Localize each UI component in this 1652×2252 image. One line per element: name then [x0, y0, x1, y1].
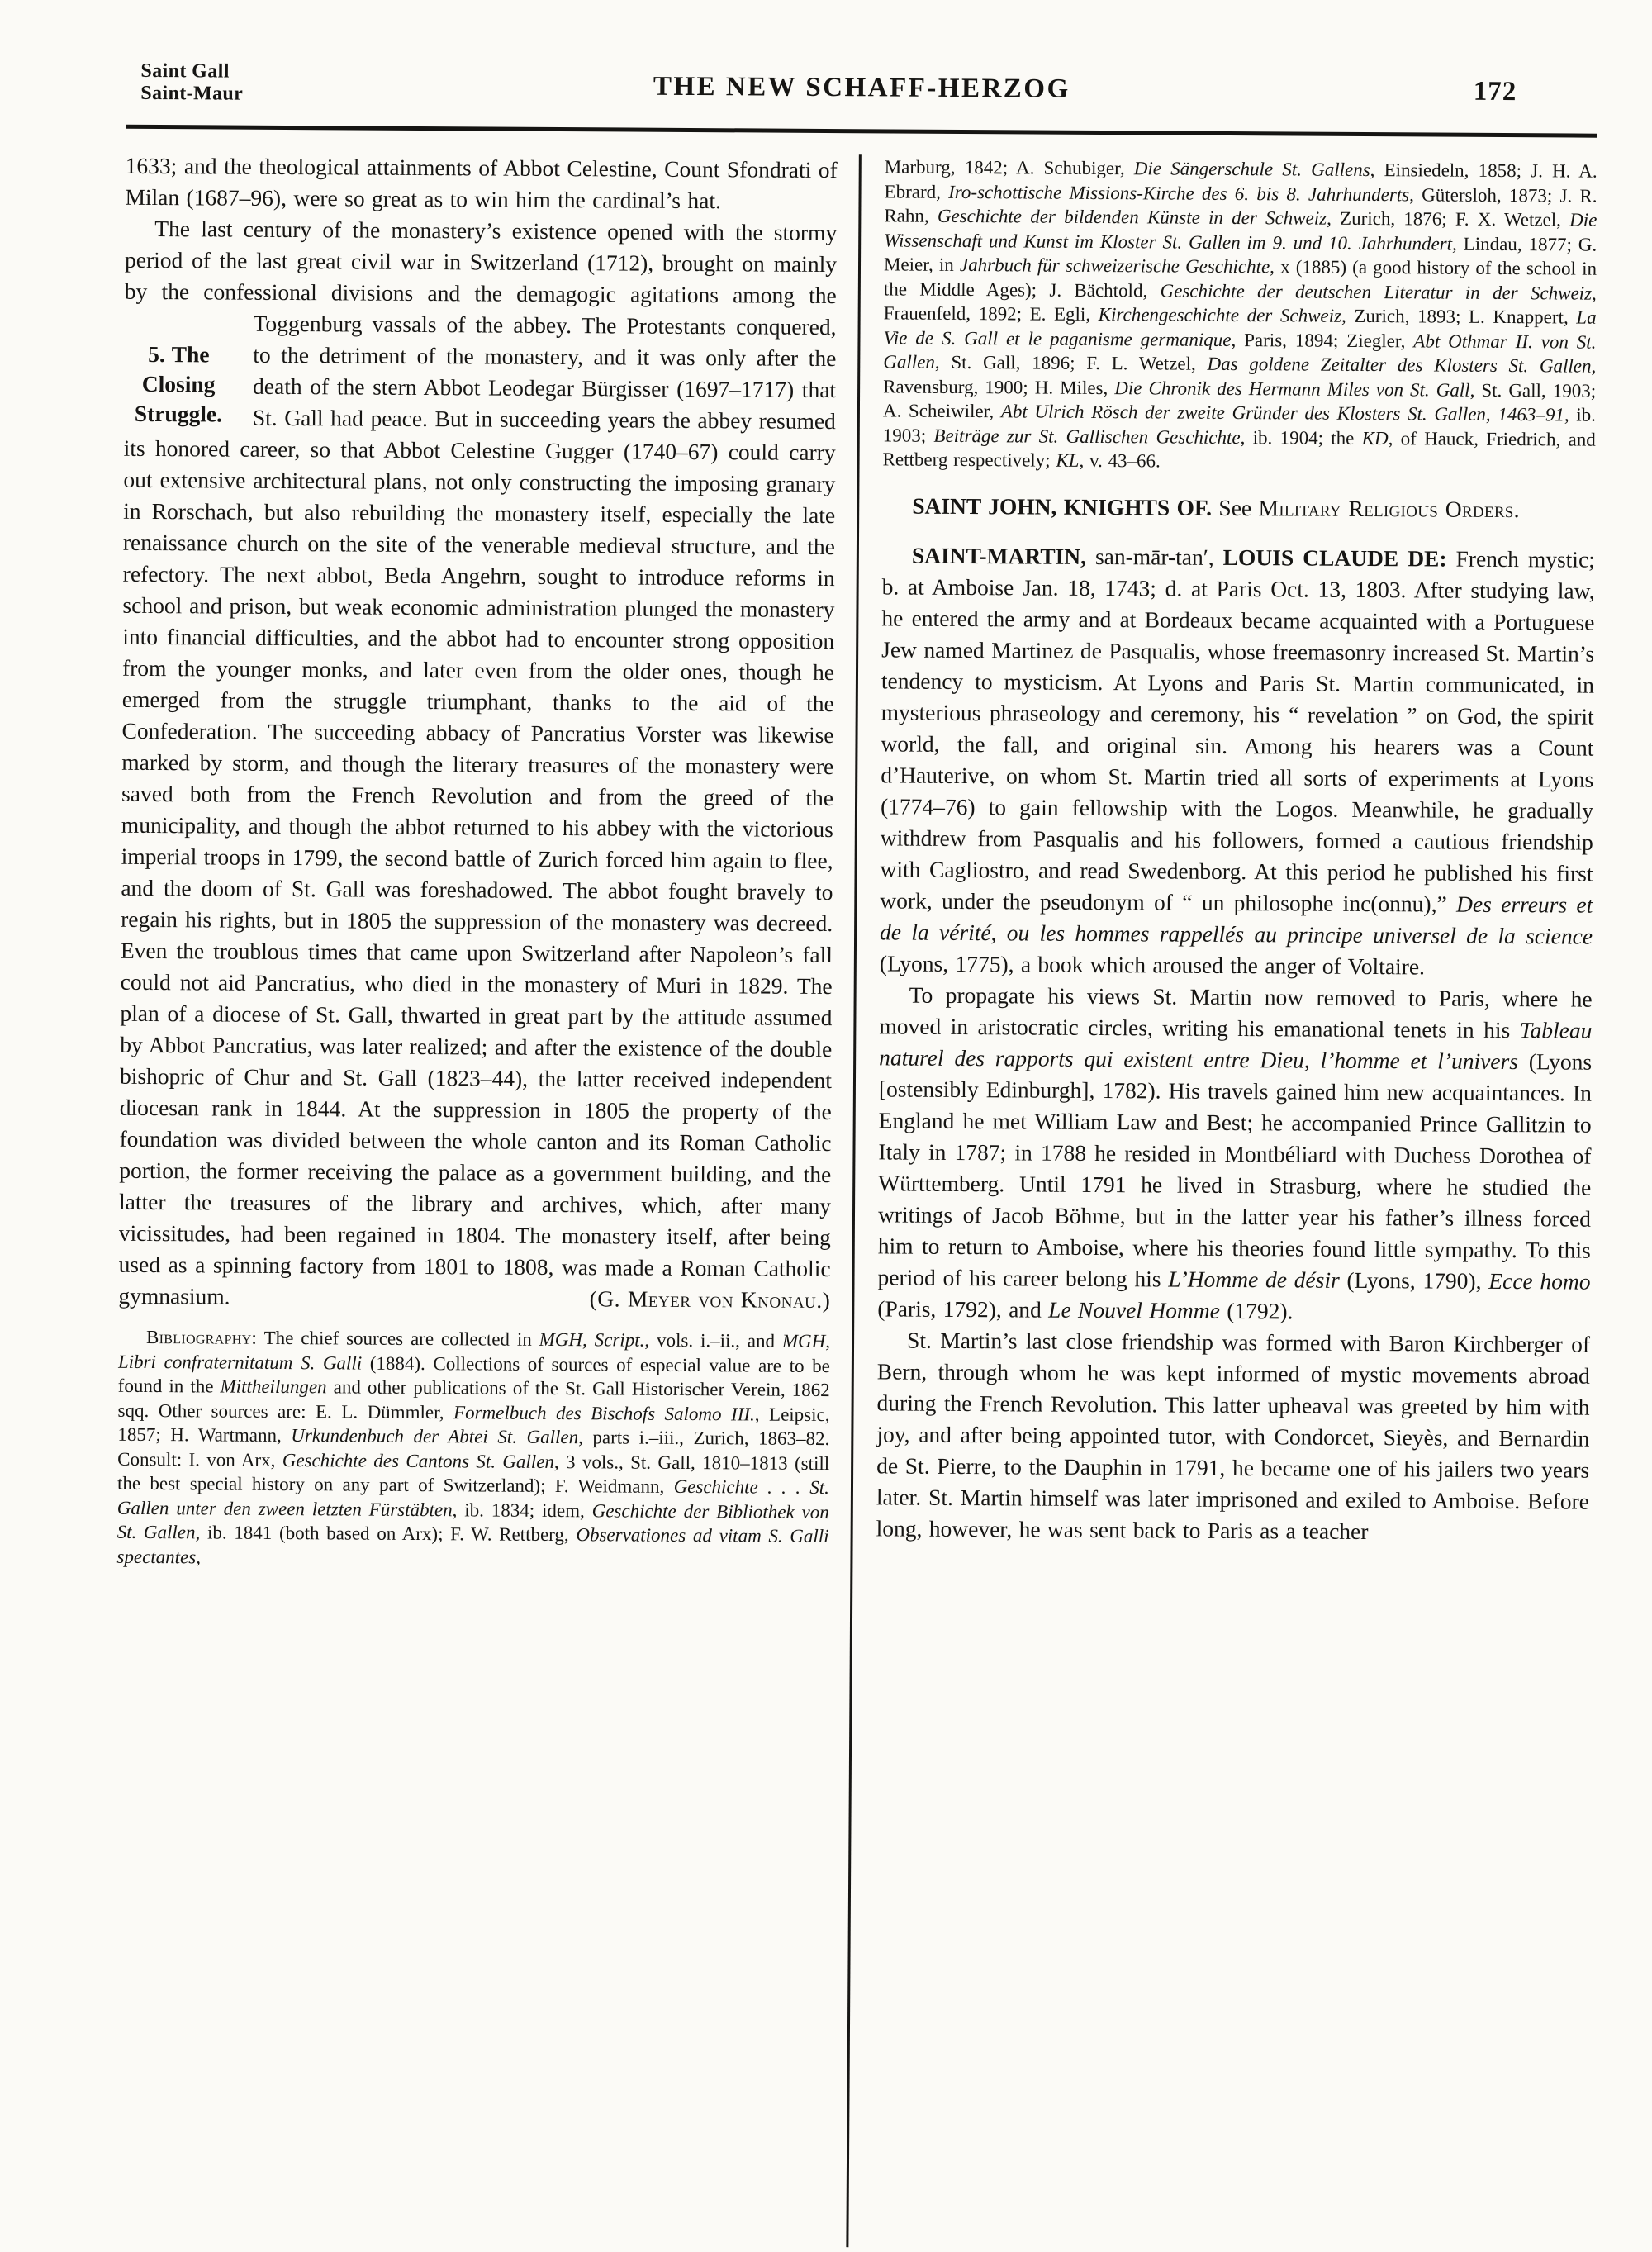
text-run: abbey. The Protestants conquered, to the detriment of the monastery, and it was only after the death of the stern Abbot Leodegar Bürgisser (1697–1717) that St. Gall had peace. But in succeeding years the abbey resumed its honored career, so that Abbot Celestine Gugger (1740–67) could carry out extensive architectural plans, not only constructing the imposing granary in Rorschach, but also rebuilding the monastery itself, especially the late renaissance church on the site of the venerable medieval structure, and the refectory. The next abbot, Beda Angehrn, sought to introduce reforms in school and prison, but weak economic administration plunged the monastery into financial difficulties, and the abbot had to encounter strong opposition from the younger monks, and later even from the older ones, though he emerged from the struggle triumphant, thanks to the aid of the Confederation. The succeeding abbacy of Pancratius Vorster was likewise marked by storm, and though the literary treasures of the monastery were saved both from the French Revolution and from the greed of the municipality, and though the abbot returned to his abbey with the victorious imperial troops in 1799, the second battle of Zurich forced him again to flee, and the doom of St. Gall was foreshadowed. The abbot fought bravely to regain his rights, but in 1805 the suppression of the monastery was decreed. Even the troublous times that came upon Switzerland after Napoleon’s fall could not aid Pancratius, who died in the monastery of Muri in 1829. The plan of a diocese of St. Gall, thwarted in great part by the attitude assumed by Abbot Pancratius, was later realized; and after the existence of the double bishopric of Chur and St. Gall (1823–44), the latter received independent diocesan rank in 1844. At the suppression in 1805 the property of the foundation was divided between the whole canton and its Roman Catholic portion, the former receiving the palace as a government building, and the latter the treasures of the library and archives, which, after many vicissitudes, had been regained in 1804. The monastery itself, after being used as a spinning factory from 1801 to 1808, was made a Roman Catholic gymnasium. [118, 311, 837, 1309]
text-run: Military Religious Orders. [1258, 494, 1520, 522]
text-run: Kirchengeschichte der Schweiz [1098, 304, 1342, 326]
text-run: Beiträge zur St. Gallischen Geschichte [933, 425, 1241, 448]
text-run: (1792). [1219, 1297, 1294, 1323]
text-run: French mystic; b. at Amboise Jan. 18, 1743; d. at Paris Oct. 13, 1803. After studying law, he entered the army and at Bordeaux became acquainted with a Portuguese Jew named Martinez de Pasqualis, whose freemasonry increased St. Martin’s tendency to mysticism. At Lyons and Paris St. Martin communicated, in mysterious phraseology and ceremony, his “ revelation ” on God, the spirit world, the fall, and original sin. Among his hearers was a Count d’Hauterive, on whom St. Martin tried all sorts of experiments at Lyons (1774–76) to gain fellowship with the Logos. Meanwhile, he gradually withdrew from Pasqualis and his followers, formed a cautious friendship with Cagliostro, and read Swedenborg. At this period he published his first work, under the pseudonym of “ un philosophe inc(onnu),” [880, 545, 1595, 917]
text-run: Geschichte der bildenden Künste in der Schweiz [937, 205, 1327, 229]
paragraph-closing-struggle [118, 213, 837, 1316]
text-run: 1633; and the theological attainments of Abbot Celestine, Count Sfondrati of Milan (1687–96), were so great as to win him the cardinal’s hat. [125, 152, 838, 214]
text-run: La Vie de S. Gall et le paganisme germanique [883, 306, 1597, 350]
text-columns [112, 129, 1597, 2252]
text-run: Geschichte der deutschen Literatur in der Schweiz [1160, 279, 1593, 304]
text-run: To propagate his views St. Martin now removed to Paris, where he moved in aristocratic circles, writing his emanational tenets in his [879, 981, 1593, 1043]
page-title: THE NEW SCHAFF-HERZOG [653, 71, 1070, 104]
text-run: (1884). Collections of sources of especial value are to be found in the [117, 1352, 830, 1397]
page-header [126, 57, 1597, 131]
text-run: Abt Othmar II. von St. Gallen [883, 330, 1597, 373]
paragraph-continuation [125, 150, 837, 217]
text-run: , ib. 1834; idem, [452, 1499, 592, 1521]
text-run: Tableau naturel des rapports qui existent entre Dieu, l’homme et l’univers [879, 1016, 1593, 1074]
text-run: , Gütersloh, 1873; J. R. Rahn, [884, 183, 1597, 226]
text-run: Jahrbuch für schweizerische Geschichte [959, 254, 1270, 278]
paragraph-saint-martin-3 [876, 1324, 1591, 1548]
text-run: and other publications of the St. Gall Historischer Verein, 1862 sqq. Other sources are: E. L. Dümmler, [117, 1376, 830, 1423]
text-run: , Frauenfeld, 1892; E. Egli, [883, 283, 1597, 325]
running-head-line1: Saint Gall [140, 59, 230, 83]
text-run: LOUIS CLAUDE DE: [1222, 544, 1447, 572]
text-run: SAINT JOHN, KNIGHTS OF. [912, 492, 1213, 520]
text-run: Urkundenbuch der Abtei St. Gallen [291, 1425, 579, 1448]
text-run: , x (1885) (a good history of the school in the Middle Ages); J. Bächtold, [883, 256, 1597, 301]
text-run: Geschichte . . . St. Gallen unter den zween letzten Fürstäbten [116, 1475, 830, 1520]
text-run: (Lyons, 1790), [1339, 1266, 1489, 1294]
text-run: Abt Ulrich Rösch der zweite Gründer des Klosters St. Gallen, 1463–91 [1000, 401, 1564, 425]
text-run: L’Homme de désir [1168, 1266, 1340, 1293]
text-run: Observationes ad vitam S. Galli spectantes, [116, 1524, 829, 1567]
text-run: , Paris, 1894; Ziegler, [1231, 329, 1414, 351]
bibliography-continuation-paragraph [882, 154, 1597, 476]
entry-saint-martin [880, 539, 1595, 983]
text-run: MGH, Script. [539, 1328, 645, 1351]
text-run: (Lyons, 1775), a book which aroused the anger of Voltaire. [879, 949, 1426, 979]
text-run: , Einsiedeln, 1858; J. H. A. Ebrard, [884, 159, 1597, 202]
text-run: , vols. i.–ii., and [644, 1329, 783, 1352]
text-run: Mittheilungen [220, 1375, 327, 1398]
text-run: (Paris, 1792), and [877, 1295, 1049, 1323]
text-run: Formelbuch des Bischofs Salomo III. [453, 1401, 755, 1424]
text-run: Die Wissenschaft und Kunst im Kloster St. Gallen im 9. und 10. Jahrhundert [884, 209, 1597, 254]
text-run: Marburg, 1842; A. Schubiger, [884, 156, 1134, 179]
text-run: Iro-schottische Missions-Kirche des 6. bis 8. Jahrhunderts [948, 181, 1410, 205]
text-run: , of Hauck, Friedrich, and Rettberg respectively; [882, 427, 1596, 471]
text-run: , Zurich, 1876; F. X. Wetzel, [1327, 207, 1570, 230]
paragraph-saint-martin-2 [877, 979, 1593, 1328]
right-column [848, 154, 1597, 2251]
text-run: , Lindau, 1877; G. Meier, in [883, 233, 1597, 275]
text-run: St. Martin’s last close friendship was formed with Baron Kirchberger of Bern, through whom he was kept informed of mystic movements abroad during the French Revolution. This latter upheaval was greeted by him with joy, and after being appointed tutor, with Condorcet, Sieyès, and Bernardin de St. Pierre, to the Dauphin in 1791, he became one of his jailers two years later. St. Martin himself was later imprisoned and exiled to Amboise. Before long, however, he was sent back to Paris as a teacher [876, 1327, 1591, 1544]
page-number: 172 [1473, 76, 1517, 107]
left-column [112, 150, 858, 2247]
text-run: Die Chronik des Hermann Miles von St. Gall [1114, 377, 1470, 401]
text-run: See [1212, 494, 1259, 520]
text-run: , Zurich, 1893; L. Knappert, [1341, 305, 1577, 328]
text-run: san-mār-tan′, [1085, 543, 1223, 570]
text-run: The last century of the monastery’s existence opened with the stormy period of the last great civil war in Switzerland (1712), brought on mainly by the confessional divisions and the demagogic agitations among the Toggenburg vassals of the [124, 216, 838, 338]
text-run: , St. Gall, 1903; A. Scheiwiler, [882, 379, 1597, 422]
bibliography-paragraph [116, 1325, 830, 1573]
text-run: , ib. 1904; the [1240, 426, 1362, 449]
text-run: Geschichte des Cantons St. Gallen [282, 1449, 555, 1472]
running-head-line2: Saint-Maur [140, 82, 244, 105]
text-run: Ecce homo [1488, 1267, 1591, 1295]
text-run: Das goldene Zeitalter des Klosters St. Gallen [1207, 353, 1592, 377]
text-run: Le Nouvel Homme [1048, 1296, 1220, 1323]
text-run: , 3 vols., St. Gall, 1810–1813 (still the best special history on any part of Switzerland); F. Weidmann, [116, 1451, 830, 1497]
text-run: KD [1361, 427, 1389, 449]
text-run: Des erreurs et de la vérité, ou les hommes rappellés au principe universel de la science [880, 891, 1593, 949]
entry-saint-john [882, 490, 1595, 525]
text-run: , parts i.–iii., Zurich, 1863–82. Consult: I. von Arx, [117, 1427, 830, 1470]
text-run: Geschichte der Bibliothek von St. Gallen [116, 1499, 829, 1543]
text-run: , Ravensburg, 1900; H. Miles, [883, 355, 1597, 398]
text-run: , ib. 1841 (both based on Arx); F. W. Rettberg, [195, 1522, 577, 1546]
text-run: The chief sources are collected in [257, 1327, 539, 1350]
text-run: , v. 43–66. [1079, 449, 1161, 472]
author-signature: (G. Meyer von Knonau.) [589, 1285, 831, 1314]
text-run: (Lyons [ostensibly Edinburgh], 1782). His travels gained him new acquaintances. In England he met William Law and Best; he accompanied Prince Gallitzin to Italy in 1787; in 1788 he resided in Montbéliard with Duchess Dorothea of Württemberg. Until 1791 he lived in Strasburg, where he studied the writings of Jacob Böhme, but in the latter year his father’s illness forced him to return to Amboise, where his theories found little sympathy. To this period of his career belong his [877, 1048, 1593, 1292]
marginal-section-heading: 5. The Closing Struggle. [134, 340, 223, 427]
text-run: MGH, Libri confraternitatum S. Galli [117, 1330, 831, 1374]
text-run: , St. Gall, 1896; F. L. Wetzel, [934, 351, 1208, 374]
text-run: SAINT-MARTIN, [911, 542, 1087, 569]
text-run: , Leipsic, 1857; H. Wartmann, [117, 1403, 830, 1447]
text-run: , ib. 1903; [882, 404, 1597, 446]
text-run: Bibliography: [146, 1326, 258, 1348]
text-run: Die Sängerschule St. Gallens [1133, 158, 1370, 181]
text-run: KL [1056, 449, 1080, 471]
